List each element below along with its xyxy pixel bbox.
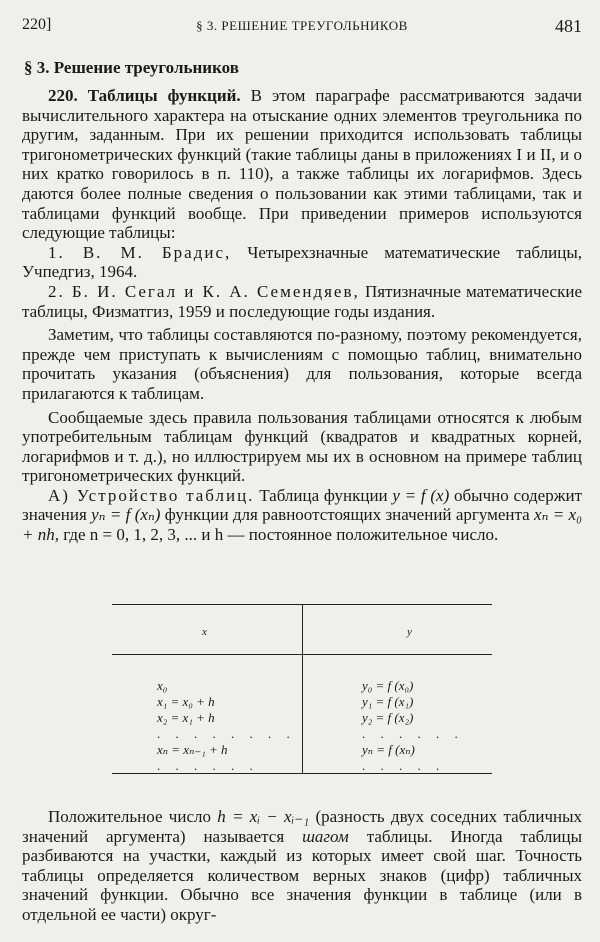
paragraph-220 bbox=[22, 86, 582, 243]
formula: yₙ = f (xₙ) bbox=[91, 505, 161, 525]
table-cell: x₁ = x₀ + h bbox=[157, 694, 215, 709]
table-cell: xₙ = xₙ₋₁ + h bbox=[157, 742, 228, 757]
text-fragment: (разность двух соседних табличных значений аргумента) называется bbox=[22, 807, 583, 846]
reference-author: 2. Б. И. Сегал и К. А. Семендяев, bbox=[48, 281, 360, 301]
table-cell: x₂ = x₁ + h bbox=[157, 710, 215, 725]
running-head-left: 220] bbox=[22, 16, 52, 33]
table-column-y bbox=[362, 678, 464, 774]
formula: h = xᵢ − xᵢ₋₁ bbox=[217, 807, 310, 826]
table-cell: . . . . . bbox=[362, 758, 446, 773]
table-divider bbox=[302, 604, 303, 774]
page-number: 481 bbox=[555, 16, 582, 36]
text-fragment: Таблица функции bbox=[259, 485, 388, 505]
table-cell: y₂ = f (x₂) bbox=[362, 710, 414, 725]
paragraph-step bbox=[22, 807, 582, 925]
text-fragment: функции для равноотстоящих значений аргумента bbox=[164, 505, 530, 525]
paragraph-text: В этом параграфе рассматриваются задачи вычислительного характера на отыскание одних элементов треугольника по другим, заданным. При их решении приходится использовать таблицы тригонометрических функций (такие таблицы даны в приложениях I и II, и о них кратко говорилось в п. 110), а также таблицы их логарифмов. Здесь даются более полные сведения о пользовании как этими таблицами, так и таблицами функций вообще. При приведении примеров используются следующие таблицы: bbox=[22, 86, 582, 243]
table-cell: . . . . . . bbox=[157, 758, 259, 773]
text-fragment: обычно содержит значения bbox=[22, 485, 582, 525]
table-cell: x₀ bbox=[157, 678, 168, 693]
table-cell: y₁ = f (x₁) bbox=[362, 694, 414, 709]
paragraph-rules: Сообщаемые здесь правила пользования таблицами относятся к любым употребительным таблицам функций (квадратов и квадратных корней, логарифмов и т. д.), но иллюстрируем мы их в основном на примере таблиц тригонометрических функций. bbox=[22, 407, 582, 486]
table-cell: . . . . . . bbox=[362, 726, 464, 741]
subsection-head: А) Устройство таблиц. bbox=[48, 485, 255, 505]
running-head-title: § 3. РЕШЕНИЕ ТРЕУГОЛЬНИКОВ bbox=[196, 18, 408, 33]
reference-2 bbox=[22, 282, 582, 321]
running-head bbox=[22, 16, 582, 40]
section-title: § 3. Решение треугольников bbox=[24, 58, 239, 77]
formula: xₙ = x₀ + nh, bbox=[22, 505, 583, 545]
reference-text: Четырехзначные математические таблицы, Учпедгиз, 1964. bbox=[22, 242, 582, 282]
table-column-x bbox=[157, 678, 296, 774]
main-text bbox=[22, 86, 582, 545]
function-table bbox=[112, 604, 492, 774]
paragraph-number: 220. Таблицы функций. bbox=[48, 86, 241, 105]
main-text-continued bbox=[22, 790, 582, 942]
formula: y = f (x) bbox=[392, 485, 450, 505]
reference-author: 1. В. М. Брадис, bbox=[48, 242, 232, 262]
table-cell: yₙ = f (xₙ) bbox=[362, 742, 415, 757]
table-cell: y₀ = f (x₀) bbox=[362, 678, 414, 693]
text-fragment: Положительное число bbox=[48, 807, 211, 826]
paragraph-note: Заметим, что таблицы составляются по-разному, поэтому рекомендуется, прежде чем приступать к вычислениям с помощью таблиц, внимательно прочитать указания (объяснения) для пользования, которые всегда прилагаются к таблицам. bbox=[22, 325, 582, 403]
text-fragment: где n = 0, 1, 2, 3, ... и h — постоянное положительное число. bbox=[63, 525, 499, 545]
paragraph-table-structure bbox=[22, 486, 582, 545]
text-fragment: таблицы. Иногда таблицы разбиваются на участки, каждый из которых имеет свой шаг. Точность таблицы определяется количеством верных знаков (цифр) табличных значений функции. Обычно все значения функции в таблице (или в отдельной ее части) округ- bbox=[22, 826, 583, 924]
term-emphasis: шагом bbox=[302, 826, 349, 846]
table-header-x: x bbox=[202, 626, 207, 638]
table-cell: . . . . . . . . bbox=[157, 726, 296, 741]
reference-1 bbox=[22, 243, 582, 282]
table-header-y: y bbox=[407, 626, 412, 638]
reference-text: Пятизначные математические таблицы, Физматгиз, 1959 и последующие годы издания. bbox=[22, 281, 583, 321]
